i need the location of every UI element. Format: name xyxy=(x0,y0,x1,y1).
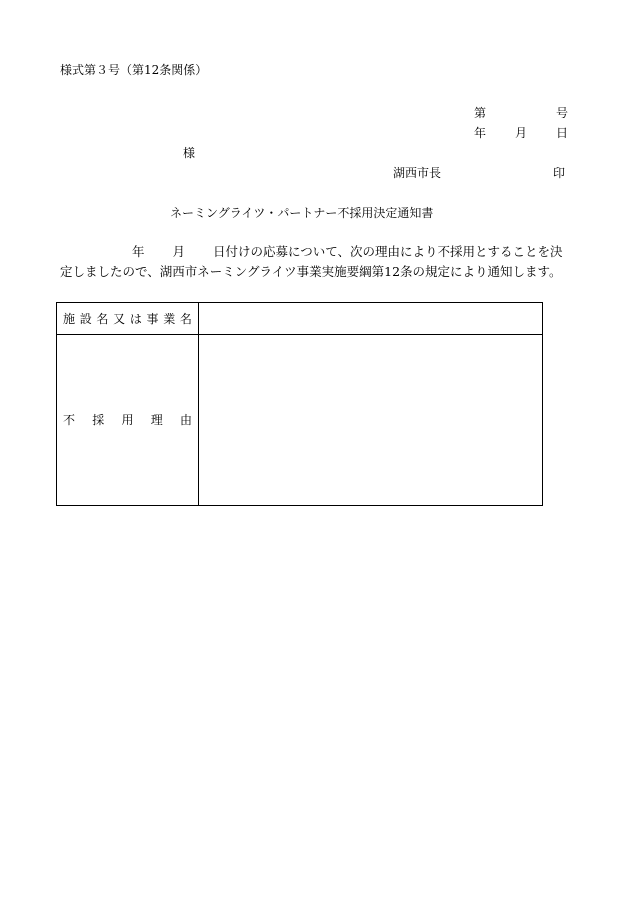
facility-name-field[interactable] xyxy=(199,303,543,335)
seal-mark: 印 xyxy=(553,166,566,180)
date-month: 月 xyxy=(515,126,528,140)
facility-reason-table xyxy=(56,302,543,506)
body-month: 月 xyxy=(172,244,186,259)
rejection-reason-field[interactable] xyxy=(199,335,543,506)
rejection-reason-label: 不 採 用 理 由 xyxy=(57,335,199,506)
body-text: 日付けの応募について、次の理由により不採用とすることを決定しましたので、湖西市ネーミングライツ事業実施要綱第12条の規定により通知します。 xyxy=(60,244,563,279)
form-reference: 様式第３号（第12条関係） xyxy=(60,63,208,77)
notice-body xyxy=(60,242,565,282)
doc-number-prefix: 第 xyxy=(474,106,487,120)
body-year: 年 xyxy=(132,244,145,259)
facility-row xyxy=(57,303,543,335)
date-year: 年 xyxy=(474,126,487,140)
date-day: 日 xyxy=(556,126,569,140)
reason-row xyxy=(57,335,543,506)
issuer-title: 湖西市長 xyxy=(393,166,442,180)
document-title: ネーミングライツ・パートナー不採用決定通知書 xyxy=(170,206,434,220)
addressee-suffix: 様 xyxy=(183,146,196,160)
facility-name-label: 施 設 名 又 は 事 業 名 xyxy=(57,303,199,335)
doc-number-suffix: 号 xyxy=(556,106,569,120)
